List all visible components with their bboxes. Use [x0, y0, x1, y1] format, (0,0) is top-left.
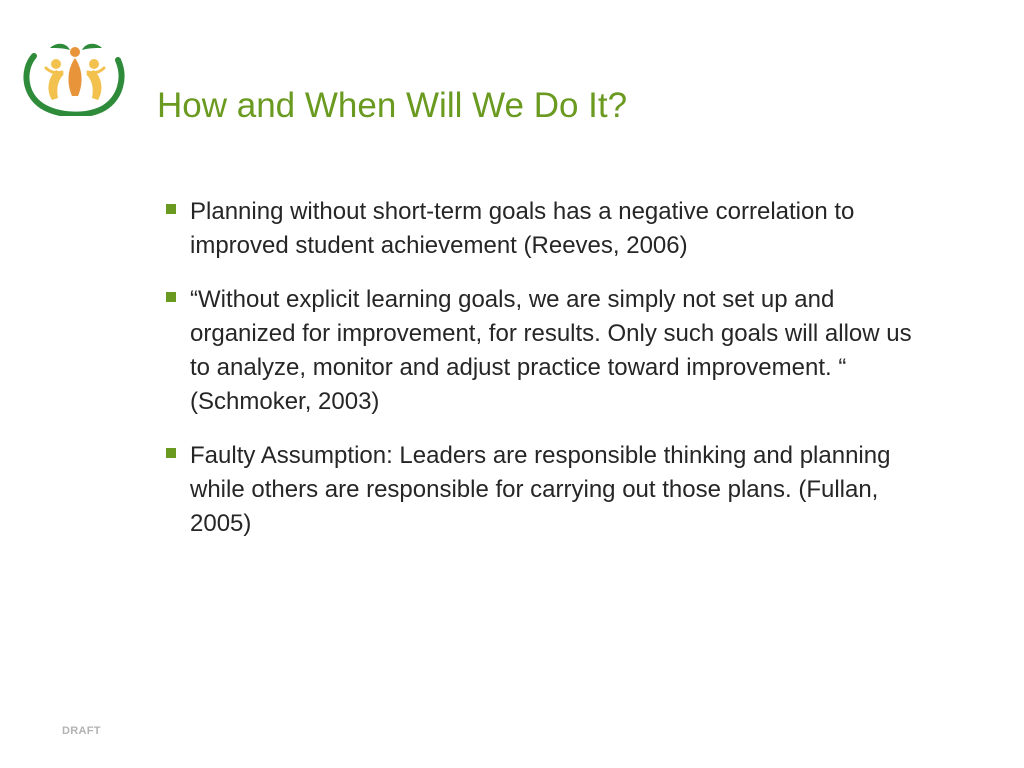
bullet-text: “Without explicit learning goals, we are simply not set up and organized for improvement, for results. Only such goals will allow us to analyze, monitor and adjust practice toward improvement. “ (Schmoker, 2003) — [190, 286, 912, 415]
square-bullet-icon — [166, 448, 176, 458]
bullet-text: Planning without short-term goals has a negative correlation to improved student achievement (Reeves, 2006) — [190, 198, 855, 259]
list-item — [166, 195, 936, 263]
square-bullet-icon — [166, 292, 176, 302]
slide-title: How and When Will We Do It? — [157, 86, 628, 125]
list-item — [166, 283, 936, 419]
people-circle-logo-icon — [20, 38, 130, 116]
bullet-list — [166, 195, 936, 561]
bullet-text: Faulty Assumption: Leaders are responsible thinking and planning while others are responsible for carrying out those plans. (Fullan, 2005) — [190, 442, 891, 537]
list-item — [166, 439, 936, 541]
draft-label: DRAFT — [62, 725, 101, 737]
square-bullet-icon — [166, 204, 176, 214]
